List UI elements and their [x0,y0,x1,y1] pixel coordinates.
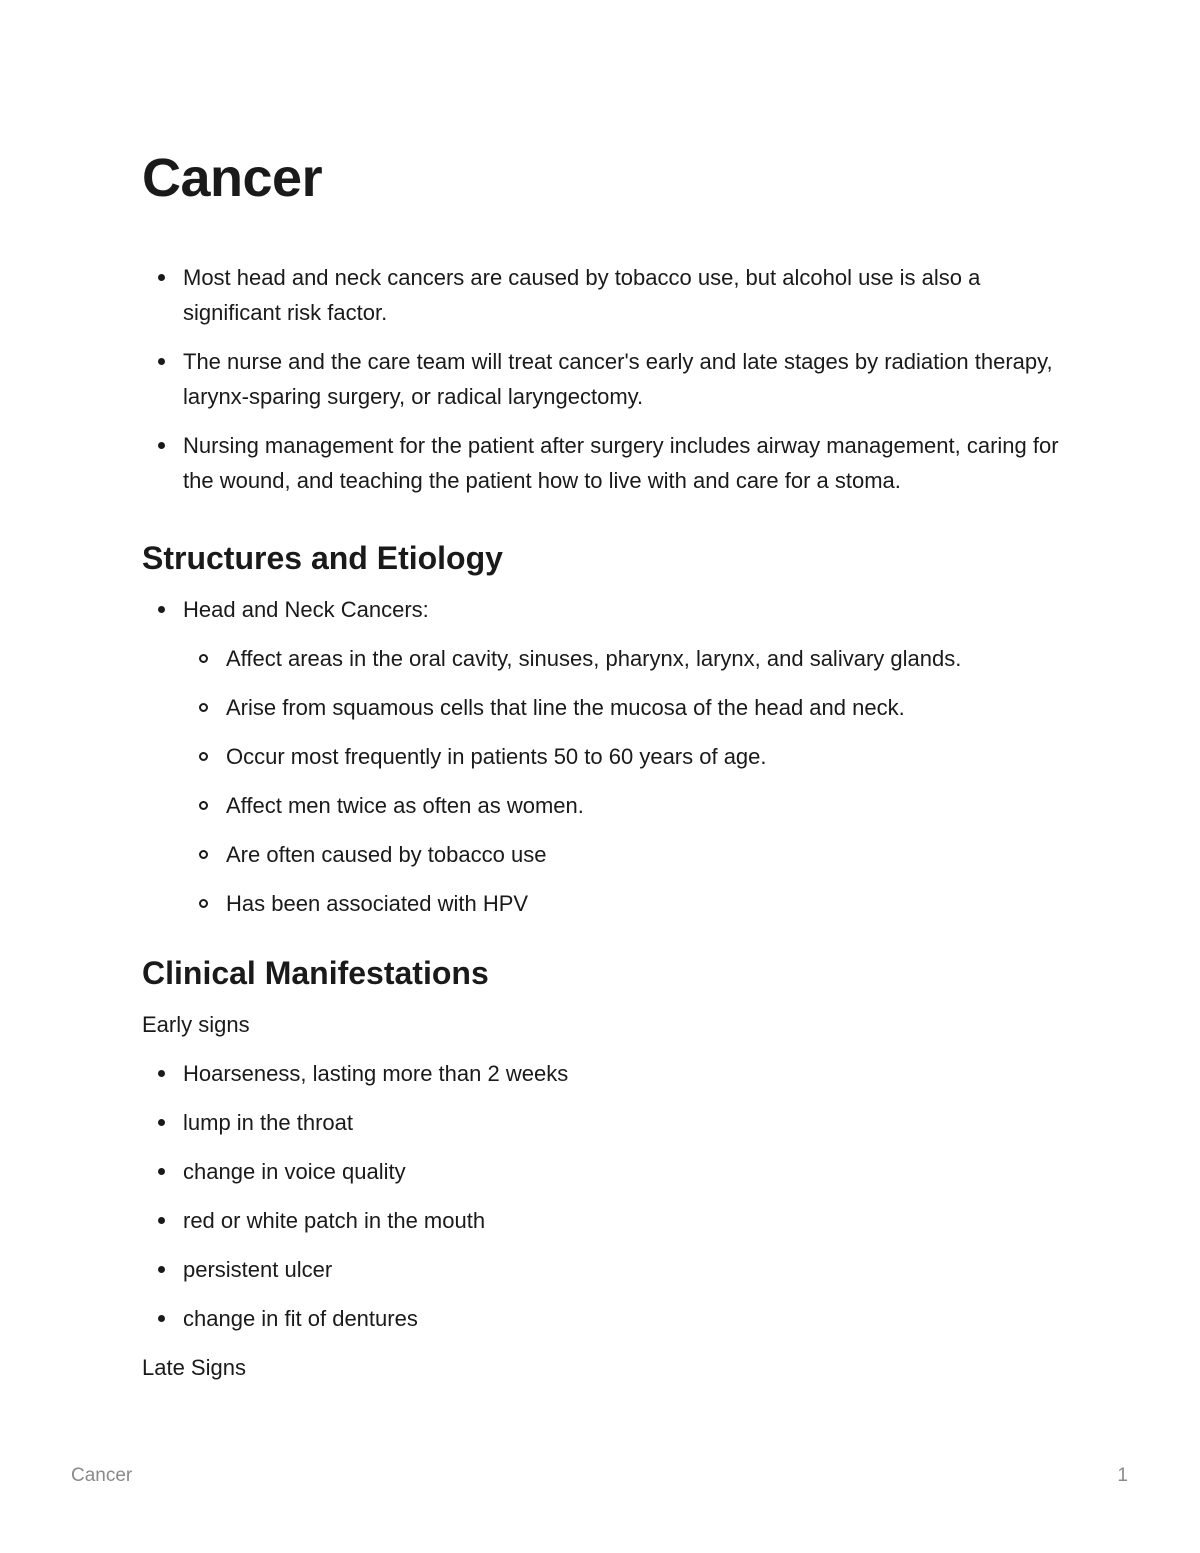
sublist-item: Are often caused by tobacco use [183,837,1082,872]
footer-page-number: 1 [1117,1465,1128,1486]
footer-doc-name: Cancer [71,1465,133,1486]
list-item: Hoarseness, lasting more than 2 weeks [142,1056,1082,1091]
sublist-item: Arise from squamous cells that line the mucosa of the head and neck. [183,690,1082,725]
list-item: persistent ulcer [142,1252,1082,1287]
structures-sublist [183,641,1082,921]
list-item [142,592,1082,921]
structures-list [142,592,1082,921]
sublist-item: Affect men twice as often as women. [183,788,1082,823]
sublist-item: Occur most frequently in patients 50 to 60 years of age. [183,739,1082,774]
list-item: change in voice quality [142,1154,1082,1189]
sublist-item: Affect areas in the oral cavity, sinuses, pharynx, larynx, and salivary glands. [183,641,1082,676]
early-signs-list [142,1056,1082,1336]
section-heading-structures: Structures and Etiology [142,540,503,576]
list-item: change in fit of dentures [142,1301,1082,1336]
section-heading-clinical: Clinical Manifestations [142,955,489,991]
intro-list [142,260,1082,498]
page-content [142,146,1082,1399]
sublist-item: Has been associated with HPV [183,886,1082,921]
list-item: The nurse and the care team will treat cancer's early and late stages by radiation therapy, larynx-sparing surgery, or radical laryngectomy. [142,344,1082,414]
group-label: Head and Neck Cancers: [183,597,429,622]
early-signs-label: Early signs [142,1012,250,1037]
page-title: Cancer [142,148,323,208]
list-item: lump in the throat [142,1105,1082,1140]
list-item: Nursing management for the patient after surgery includes airway management, caring for the wound, and teaching the patient how to live with and care for a stoma. [142,428,1082,498]
list-item: Most head and neck cancers are caused by tobacco use, but alcohol use is also a significant risk factor. [142,260,1082,330]
late-signs-label: Late Signs [142,1355,246,1380]
list-item: red or white patch in the mouth [142,1203,1082,1238]
